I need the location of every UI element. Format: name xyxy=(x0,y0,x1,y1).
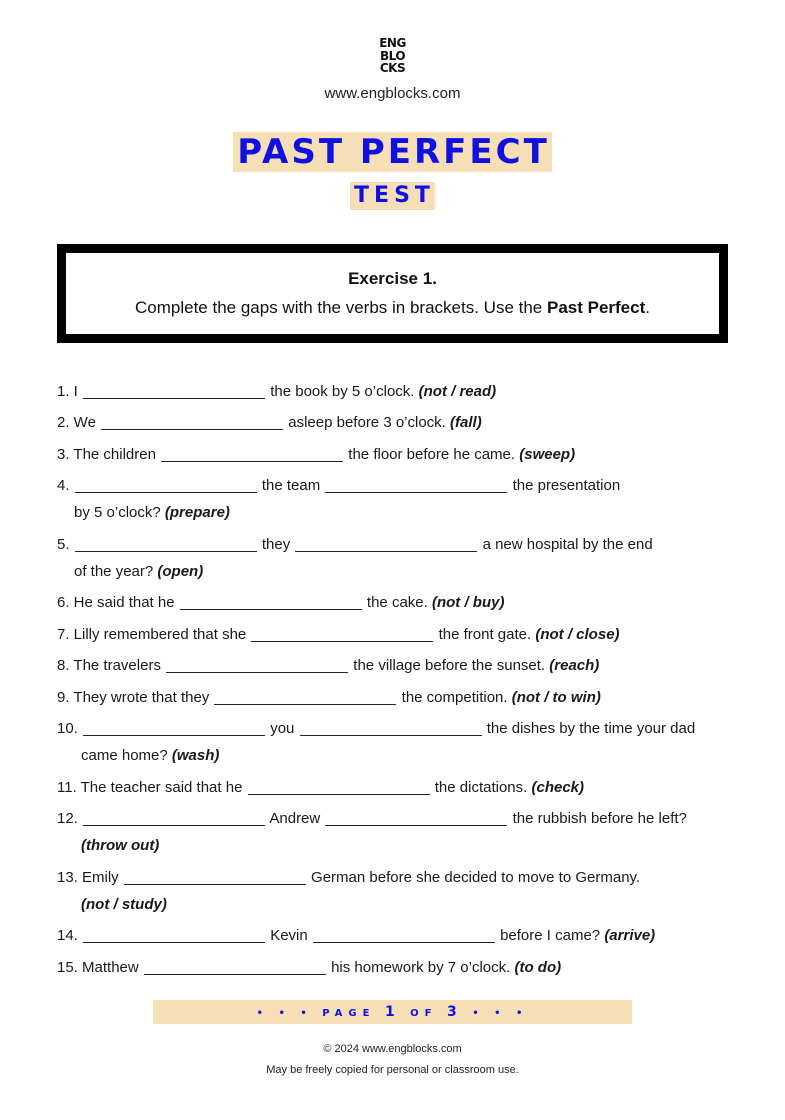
q4-text-middle: the team xyxy=(261,477,321,494)
q12-verb-hint: (throw out) xyxy=(81,837,160,854)
site-url[interactable]: www.engblocks.com xyxy=(324,85,461,102)
q10-text-end: the dishes by the time your dad xyxy=(486,720,696,737)
q10-answer-gap-1[interactable] xyxy=(83,720,265,736)
page-dots-right: • • • xyxy=(472,1008,529,1019)
q13-answer-gap[interactable] xyxy=(124,869,306,885)
q12-answer-gap-2[interactable] xyxy=(325,810,507,826)
engblocks-logo xyxy=(0,37,785,75)
q10-answer-gap-2[interactable] xyxy=(300,720,482,736)
page-dots-left: • • • xyxy=(256,1008,313,1019)
question-10 xyxy=(57,719,695,739)
q5-number: 5. xyxy=(57,536,70,553)
q7-verb-hint: (not / close) xyxy=(535,626,620,643)
question-12 xyxy=(57,809,687,829)
q5-answer-gap-2[interactable] xyxy=(295,536,477,552)
q10-verb-hint: (wash) xyxy=(171,747,220,764)
instruction-text: Complete the gaps with the verbs in brackets. Use the xyxy=(135,298,547,317)
question-13-continued xyxy=(81,895,167,915)
instruction-bold: Past Perfect xyxy=(546,298,646,317)
q15-verb-hint: (to do) xyxy=(514,959,562,976)
q4-text-continued: by 5 o’clock? xyxy=(74,504,161,521)
logo-line-1: ENG xyxy=(379,36,406,50)
q12-text-end: the rubbish before he left? xyxy=(512,810,687,827)
q2-verb-hint: (fall) xyxy=(450,414,482,431)
q14-text-middle: Kevin xyxy=(270,927,308,944)
q6-answer-gap[interactable] xyxy=(180,594,362,610)
question-4 xyxy=(57,476,620,496)
q7-text-end: the front gate. xyxy=(438,626,532,643)
q9-verb-hint: (not / to win) xyxy=(511,689,601,706)
q3-text-end: the floor before he came. xyxy=(348,446,516,463)
q3-text-start: 3. The children xyxy=(57,446,156,463)
q5-text-middle: they xyxy=(261,536,291,553)
q5-text-end: a new hospital by the end xyxy=(482,536,653,553)
q6-text-start: 6. He said that he xyxy=(57,594,175,611)
q8-text-start: 8. The travelers xyxy=(57,657,161,674)
q11-answer-gap[interactable] xyxy=(248,779,430,795)
copyright-notice: © 2024 www.engblocks.com xyxy=(323,1043,462,1055)
page-word: PAGE xyxy=(322,1008,376,1019)
q5-answer-gap-1[interactable] xyxy=(75,536,257,552)
question-6 xyxy=(57,593,504,613)
page-title: PAST PERFECT xyxy=(233,132,552,172)
q4-answer-gap-1[interactable] xyxy=(75,477,257,493)
q2-answer-gap[interactable] xyxy=(101,414,283,430)
question-5-continued xyxy=(74,562,203,582)
question-4-continued xyxy=(74,503,230,523)
q14-answer-gap-1[interactable] xyxy=(83,927,265,943)
q4-verb-hint: (prepare) xyxy=(164,504,230,521)
q6-text-end: the cake. xyxy=(366,594,428,611)
q4-text-end: the presentation xyxy=(512,477,621,494)
q15-text-start: 15. Matthew xyxy=(57,959,139,976)
q5-verb-hint: (open) xyxy=(157,563,204,580)
q13-text-end: German before she decided to move to Germany. xyxy=(311,869,641,886)
q3-verb-hint: (sweep) xyxy=(519,446,576,463)
q10-text-continued: came home? xyxy=(81,747,168,764)
q15-text-end: his homework by 7 o’clock. xyxy=(331,959,511,976)
page-indicator xyxy=(153,1000,632,1024)
question-10-continued xyxy=(81,746,219,766)
question-8 xyxy=(57,656,599,676)
q14-answer-gap-2[interactable] xyxy=(313,927,495,943)
logo-line-2: BLO xyxy=(379,48,406,63)
q1-answer-gap[interactable] xyxy=(83,383,265,399)
q11-text-end: the dictations. xyxy=(434,779,528,796)
exercise-instructions-box xyxy=(57,244,728,343)
q15-answer-gap[interactable] xyxy=(144,959,326,975)
question-15 xyxy=(57,958,561,978)
q8-text-end: the village before the sunset. xyxy=(353,657,546,674)
q2-text-start: 2. We xyxy=(57,414,96,431)
q4-number: 4. xyxy=(57,477,70,494)
q1-verb-hint: (not / read) xyxy=(418,383,497,400)
question-9 xyxy=(57,688,601,708)
question-3 xyxy=(57,445,575,465)
exercise-instruction xyxy=(66,298,719,318)
question-2 xyxy=(57,413,482,433)
exercise-title: Exercise 1. xyxy=(348,269,437,288)
q13-verb-hint: (not / study) xyxy=(81,896,167,913)
q14-number: 14. xyxy=(57,927,78,944)
q11-text-start: 11. The teacher said that he xyxy=(57,779,243,796)
q7-text-start: 7. Lilly remembered that she xyxy=(57,626,247,643)
q2-text-end: asleep before 3 o’clock. xyxy=(288,414,446,431)
q10-number: 10. xyxy=(57,720,78,737)
page-subtitle: TEST xyxy=(350,182,435,210)
q1-text-start: 1. I xyxy=(57,383,78,400)
q12-number: 12. xyxy=(57,810,78,827)
instruction-end: . xyxy=(645,298,650,317)
q12-answer-gap-1[interactable] xyxy=(83,810,265,826)
q4-answer-gap-2[interactable] xyxy=(325,477,507,493)
q9-text-end: the competition. xyxy=(401,689,508,706)
q5-text-continued: of the year? xyxy=(74,563,154,580)
q1-text-end: the book by 5 o’clock. xyxy=(270,383,415,400)
q9-answer-gap[interactable] xyxy=(214,689,396,705)
q13-text-start: 13. Emily xyxy=(57,869,119,886)
q12-text-middle: Andrew xyxy=(269,810,321,827)
page-total: 3 xyxy=(447,1004,463,1020)
question-14 xyxy=(57,926,655,946)
page-of-word: OF xyxy=(410,1008,438,1019)
q7-answer-gap[interactable] xyxy=(251,626,433,642)
q3-answer-gap[interactable] xyxy=(161,446,343,462)
q9-text-start: 9. They wrote that they xyxy=(57,689,210,706)
question-11 xyxy=(57,778,584,798)
license-notice: May be freely copied for personal or classroom use. xyxy=(266,1064,519,1076)
question-7 xyxy=(57,625,620,645)
q14-verb-hint: (arrive) xyxy=(604,927,656,944)
q11-verb-hint: (check) xyxy=(531,779,585,796)
question-5 xyxy=(57,535,653,555)
q10-text-middle: you xyxy=(270,720,295,737)
q8-answer-gap[interactable] xyxy=(166,657,348,673)
logo-line-3: CKS xyxy=(379,61,406,75)
question-12-continued xyxy=(81,836,159,856)
q14-text-end: before I came? xyxy=(500,927,601,944)
q8-verb-hint: (reach) xyxy=(549,657,600,674)
question-1 xyxy=(57,382,496,402)
question-13 xyxy=(57,868,640,888)
q6-verb-hint: (not / buy) xyxy=(431,594,505,611)
page-number: 1 xyxy=(384,1004,401,1020)
